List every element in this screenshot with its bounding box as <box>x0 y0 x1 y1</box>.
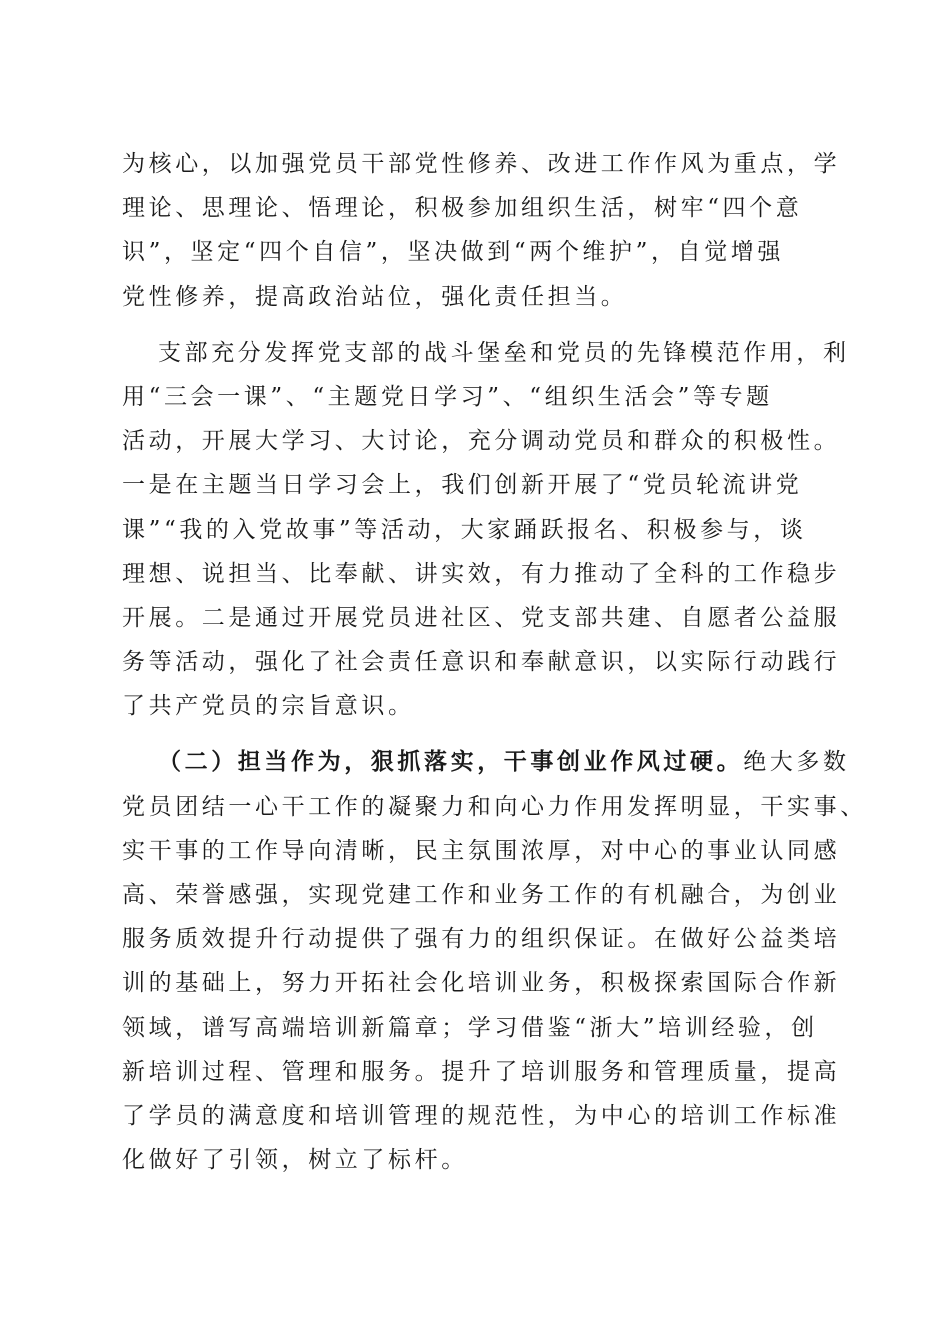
text-line: 了学员的满意度和培训管理的规范性，为中心的培训工作标准 <box>122 1102 841 1129</box>
text-line: 党员团结一心干工作的凝聚力和向心力作用发挥明显，干实事、 <box>122 793 867 820</box>
text-line: 支部充分发挥党支部的战斗堡垒和党员的先锋模范作用，利 <box>158 339 850 366</box>
text-line: 活动，开展大学习、大讨论，充分调动党员和群众的积极性。 <box>122 428 841 455</box>
text-line: 服务质效提升行动提供了强有力的组织保证。在做好公益类培 <box>122 926 841 953</box>
paragraph-gap <box>122 728 828 740</box>
text-line: 课”“我的入党故事”等活动，大家踊跃报名、积极参与，谈 <box>122 516 807 543</box>
text-line: 识”，坚定“四个自信”，坚决做到“两个维护”，自觉增强 <box>122 239 784 266</box>
text-line: 为核心，以加强党员干部党性修养、改进工作作风为重点，学 <box>122 151 841 177</box>
text-line: 训的基础上，努力开拓社会化培训业务，积极探索国际合作新 <box>122 970 841 997</box>
paragraph-1 <box>122 142 841 319</box>
text-line: 实干事的工作导向清晰，民主氛围浓厚，对中心的事业认同感 <box>122 837 841 864</box>
text-line: 用“三会一课”、“主题党日学习”、“组织生活会”等专题 <box>122 383 773 410</box>
text-line: 高、荣誉感强，实现党建工作和业务工作的有机融合，为创业 <box>122 882 841 908</box>
text-line: 一是在主题当日学习会上，我们创新开展了“党员轮流讲党 <box>122 472 803 499</box>
text-line: 务等活动，强化了社会责任意识和奉献意识，以实际行动践行 <box>122 649 841 676</box>
section-heading: （二）担当作为，狠抓落实，干事创业作风过硬。 <box>158 748 744 776</box>
paragraph-3 <box>122 740 867 1182</box>
text-run: 绝大多数 <box>743 749 850 776</box>
text-line: 开展。二是通过开展党员进社区、党支部共建、自愿者公益服 <box>122 604 841 631</box>
text-line: 理论、思理论、悟理论，积极参加组织生活，树牢“四个意 <box>122 195 803 222</box>
text-line: 党性修养，提高政治站位，强化责任担当。 <box>122 283 628 310</box>
text-line: 理想、说担当、比奉献、讲实效，有力推动了全科的工作稳步 <box>122 560 841 587</box>
text-line: 新培训过程、管理和服务。提升了培训服务和管理质量，提高 <box>122 1058 841 1085</box>
paragraph-gap <box>122 319 828 331</box>
paragraph-2 <box>122 331 850 729</box>
text-line: 了共产党员的宗旨意识。 <box>122 693 415 720</box>
text-line: 化做好了引领，树立了标杆。 <box>122 1147 468 1174</box>
section-heading-line <box>122 740 850 784</box>
text-line: 领域，谱写高端培训新篇章；学习借鉴“浙大”培训经验，创 <box>122 1014 818 1041</box>
document-body <box>122 142 867 1182</box>
